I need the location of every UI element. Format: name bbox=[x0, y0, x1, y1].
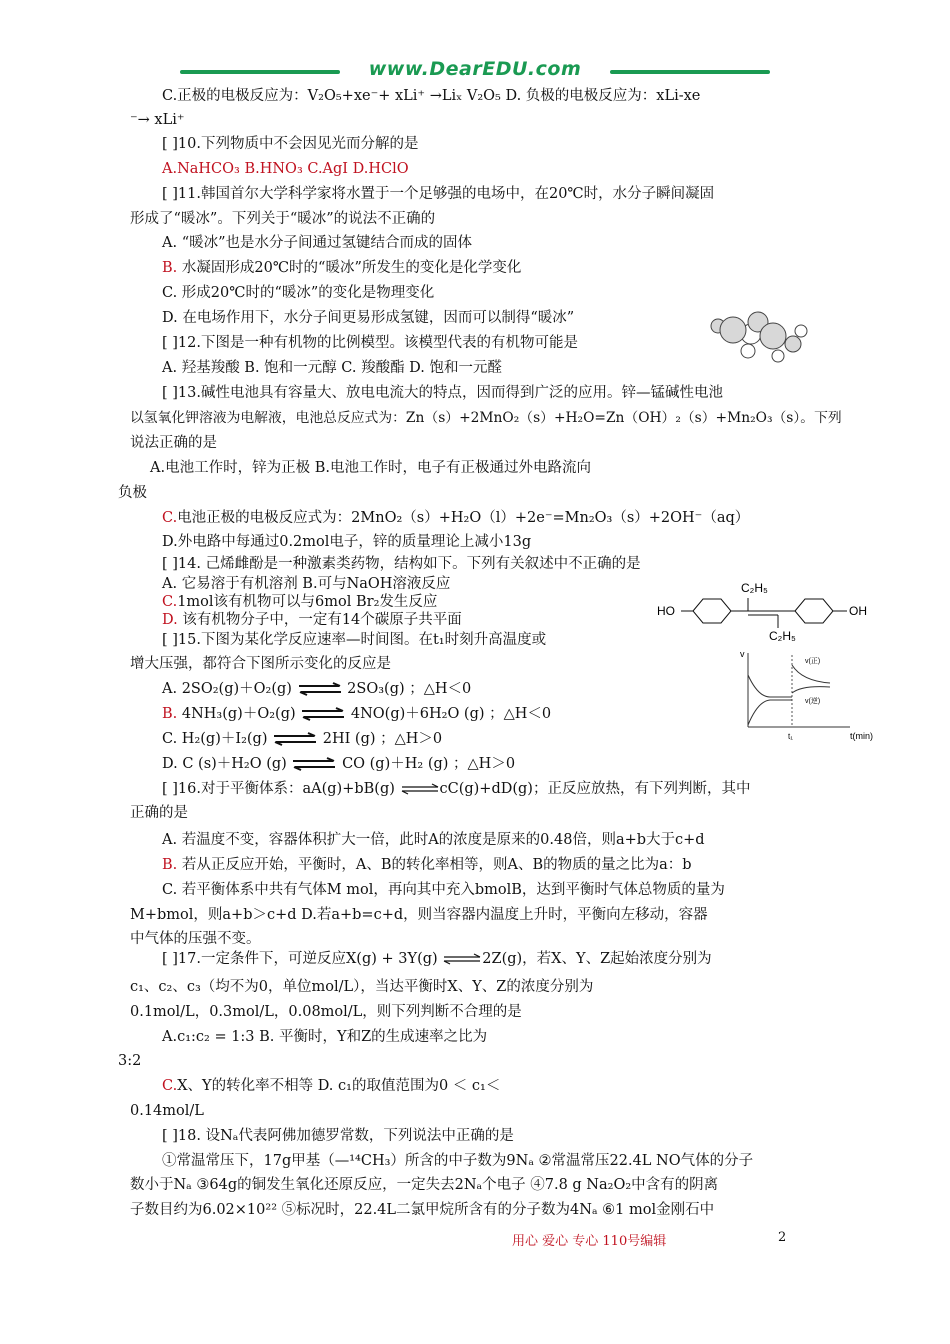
line-19: [ ]14. 己烯雌酚是一种激素类药物，结构如下。下列有关叙述中不正确的是 bbox=[162, 556, 641, 572]
line-36 bbox=[162, 949, 712, 969]
line-26: B. 4NH₃(g)＋O₂(g) 4NO(g)＋6H₂O (g) ；△H＜0 bbox=[162, 706, 552, 722]
line-28 bbox=[162, 754, 515, 774]
line-31: A. 若温度不变，容器体积扩大一倍，此时A的浓度是原来的0.48倍，则a+b大于c+d bbox=[162, 832, 705, 848]
eq-c-lhs: C. H₂(g)＋I₂(g) bbox=[162, 731, 268, 747]
line-39: A.c₁:c₂ = 1:3 B. 平衡时，Y和Z的生成速率之比为 bbox=[162, 1029, 488, 1045]
eq-a-rhs: 2SO₃(g) ；△H＜0 bbox=[347, 681, 472, 697]
oh-label: OH bbox=[849, 604, 867, 618]
site-url: www.DearEDU.com bbox=[368, 58, 582, 80]
line-0: C.正极的电极反应为：V₂O₅+xe⁻+ xLi⁺ →Liₓ V₂O₅ D. 负极的电极反应为：xLi-xe bbox=[162, 88, 701, 104]
curve1-label: v(正) bbox=[805, 658, 821, 665]
eq-d-rhs: CO (g)＋H₂ (g) ；△H＞0 bbox=[342, 756, 516, 772]
line-29 bbox=[162, 779, 750, 799]
line-8: C. 形成20℃时的“暖冰”的变化是物理变化 bbox=[162, 285, 435, 301]
line-37: c₁、c₂、c₃（均不为0，单位mol/L），当达平衡时X、Y、Z的浓度分别为 bbox=[130, 979, 594, 995]
line-44: ①常温常压下，17g甲基（—¹⁴CH₃）所含的中子数为9Nₐ ②常温常压22.4L NO气体的分子 bbox=[162, 1153, 754, 1169]
line-35: 中气体的压强不变。 bbox=[130, 931, 261, 947]
line-9: D. 在电场作用下，水分子间更易形成氢键，因而可以制得“暖冰” bbox=[162, 310, 575, 326]
equilibrium-arrow-icon bbox=[291, 757, 337, 771]
eq-d-lhs: D. C (s)＋H₂O (g) bbox=[162, 756, 287, 772]
line-24: 增大压强，都符合下图所示变化的反应是 bbox=[130, 656, 391, 672]
equilibrium-arrow-icon bbox=[272, 732, 318, 746]
line-10: [ ]12.下图是一种有机物的比例模型。该模型代表的有机物可能是 bbox=[162, 335, 578, 351]
line-20: A. 它易溶于有机溶剂 B.可与NaOH溶液反应 bbox=[162, 576, 451, 592]
equilibrium-arrow-icon bbox=[300, 707, 346, 721]
eq-b-rhs: 4NO(g)＋6H₂O (g) ；△H＜0 bbox=[350, 706, 552, 722]
line-32: B. 若从正反应开始，平衡时，A、B的转化率相等，则A、B的物质的量之比为a：b bbox=[162, 857, 692, 873]
line-14: 说法正确的是 bbox=[130, 435, 217, 451]
axis-y-label: v bbox=[740, 649, 745, 659]
line-3: A.NaHCO₃ B.HNO₃ C.AgI D.HClO bbox=[162, 161, 409, 177]
line-18: D.外电路中每通过0.2mol电子，锌的质量理论上减小13g bbox=[162, 534, 532, 550]
line-22: D. 该有机物分子中，一定有14个碳原子共平面 bbox=[162, 612, 462, 628]
line-42: 0.14mol/L bbox=[130, 1103, 204, 1119]
line-2: [ ]10.下列物质中不会因见光而分解的是 bbox=[162, 136, 419, 152]
line-15: A.电池工作时，锌为正极 B.电池工作时，电子有正极通过外电路流向 bbox=[150, 460, 591, 476]
molecule-model-figure bbox=[703, 304, 813, 364]
rate-time-graph bbox=[740, 645, 890, 745]
line-4: [ ]11.韩国首尔大学科学家将水置于一个足够强的电场中，在20℃时，水分子瞬间凝固 bbox=[162, 186, 715, 202]
line-16: 负极 bbox=[118, 485, 147, 501]
eq-a-lhs: A. 2SO₂(g)＋O₂(g) bbox=[162, 681, 292, 697]
eq17-rhs: 2Z(g)，若X、Y、Z起始浓度分别为 bbox=[482, 951, 712, 967]
line-34: M+bmol，则a+b＞c+d D.若a+b=c+d，则当容器内温度上升时，平衡向左移动，容器 bbox=[130, 907, 708, 923]
line-21: C.1mol该有机物可以与6mol Br₂发生反应 bbox=[162, 594, 438, 610]
site-header bbox=[180, 58, 770, 86]
eq16-rhs: cC(g)+dD(g)；正反应放热，有下列判断，其中 bbox=[439, 781, 751, 797]
line-41: C.X、Y的转化率不相等 D. c₁的取值范围为0 ＜ c₁＜ bbox=[162, 1078, 501, 1094]
line-30: 正确的是 bbox=[130, 805, 188, 821]
eq17-lhs: [ ]17.一定条件下，可逆反应X(g) + 3Y(g) bbox=[162, 951, 438, 967]
line-12: [ ]13.碱性电池具有容量大、放电电流大的特点，因而得到广泛的应用。锌—锰碱性电池 bbox=[162, 385, 723, 401]
axis-x-label: t(min) bbox=[850, 731, 873, 741]
ethyl-bottom: C₂H₅ bbox=[769, 629, 796, 643]
line-11: A. 羟基羧酸 B. 饱和一元醇 C. 羧酸酯 D. 饱和一元醛 bbox=[162, 360, 503, 376]
line-43: [ ]18. 设Nₐ代表阿佛加德罗常数，下列说法中正确的是 bbox=[162, 1128, 514, 1144]
equilibrium-arrow-icon bbox=[400, 783, 440, 795]
line-7: B. 水凝固形成20℃时的“暖冰”所发生的变化是化学变化 bbox=[162, 260, 522, 276]
t1-label: t₁ bbox=[788, 732, 793, 741]
line-27 bbox=[162, 729, 442, 749]
line-17: C.电池正极的电极反应式为：2MnO₂（s）+H₂O（l）+2e⁻=Mn₂O₃（s）+2OH⁻（aq） bbox=[162, 510, 750, 526]
footer-slogan: 用心 爱心 专心 110号编辑 bbox=[512, 1234, 667, 1249]
ethyl-top: C₂H₅ bbox=[741, 581, 768, 595]
eq-c-rhs: 2HI (g) ；△H＞0 bbox=[322, 731, 443, 747]
line-38: 0.1mol/L，0.3mol/L，0.08mol/L，则下列判断不合理的是 bbox=[130, 1004, 522, 1020]
line-13: 以氢氧化钾溶液为电解液，电池总反应式为：Zn（s）+2MnO₂（s）+H₂O=Zn（OH）₂（s）+Mn₂O₃（s）。下列 bbox=[130, 410, 842, 426]
line-1: ⁻→ xLi⁺ bbox=[130, 112, 185, 128]
eq16-lhs: [ ]16.对于平衡体系：aA(g)+bB(g) bbox=[162, 781, 395, 797]
equilibrium-arrow-icon bbox=[442, 953, 482, 965]
line-5: 形成了“暖冰”。下列关于“暖冰”的说法不正确的 bbox=[130, 211, 436, 227]
page-footer bbox=[0, 1230, 950, 1250]
structure-diagram bbox=[655, 578, 873, 644]
line-23: [ ]15.下图为某化学反应速率—时间图。在t₁时刻升高温度或 bbox=[162, 632, 547, 648]
line-45: 数小于Nₐ ③64g的铜发生氧化还原反应，一定失去2Nₐ个电子 ④7.8 g Na₂O₂中含有的阴离 bbox=[130, 1177, 719, 1193]
line-40: 3:2 bbox=[118, 1053, 142, 1069]
page-number: 2 bbox=[778, 1230, 787, 1245]
line-6: A. “暖冰”也是水分子间通过氢键结合而成的固体 bbox=[162, 235, 473, 251]
curve2-label: v(逆) bbox=[805, 698, 821, 705]
equilibrium-arrow-icon bbox=[297, 682, 343, 696]
ho-label: HO bbox=[657, 604, 675, 618]
line-33: C. 若平衡体系中共有气体M mol，再向其中充入bmolB，达到平衡时气体总物质的量为 bbox=[162, 882, 725, 898]
line-25 bbox=[162, 679, 471, 699]
line-46: 子数目约为6.02×10²² ⑤标况时，22.4L二氯甲烷所含有的分子数为4Nₐ ⑥1 mol金刚石中 bbox=[130, 1202, 715, 1218]
